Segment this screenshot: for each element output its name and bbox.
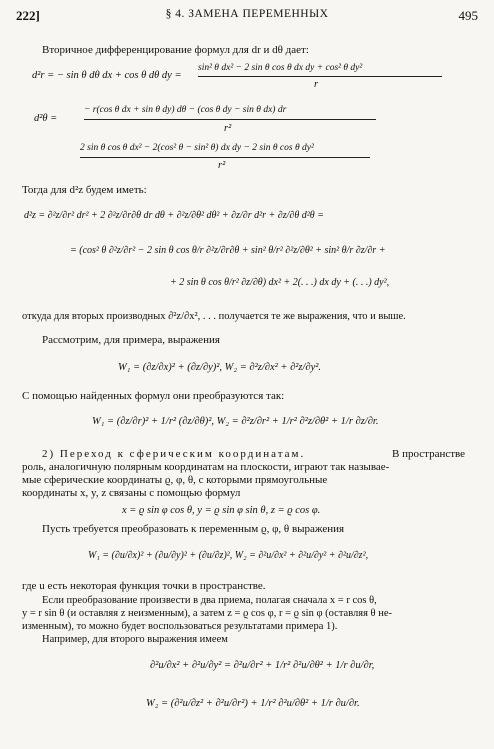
paragraph-heading: 2) Переход к сферическим координатам. <box>42 448 306 460</box>
equation: + 2 sin θ cos θ/r² ∂z/∂θ) dx² + 2(. . .) dx dy + (. . .) dy², <box>170 277 390 288</box>
equation-denominator: r² <box>224 123 232 134</box>
equation: W₂ = (∂²u/∂z² + ∂²u/∂r²) + 1/r² ∂²u/∂θ² + 1/r ∂u/∂r. <box>146 698 360 709</box>
fraction-bar <box>198 76 442 77</box>
section-title: § 4. ЗАМЕНА ПЕРЕМЕННЫХ <box>165 8 329 20</box>
paragraph: Если преобразование произвести в два приема, полагая сначала x = r cos θ, <box>42 595 377 606</box>
paragraph: где u есть некоторая функция точки в пространстве. <box>22 580 266 592</box>
equation-numerator: − r(cos θ dx + sin θ dy) dθ − (cos θ dy − sin θ dx) dr <box>84 105 287 115</box>
equation: W₁ = (∂u/∂x)² + (∂u/∂y)² + (∂u/∂z)², W₂ = ∂²u/∂x² + ∂²u/∂y² + ∂²u/∂z², <box>88 550 369 561</box>
page-header <box>16 8 478 26</box>
equation: W₁ = (∂z/∂x)² + (∂z/∂y)², W₂ = ∂²z/∂x² + ∂²z/∂y². <box>118 362 322 373</box>
equation: x = ϱ sin φ cos θ, y = ϱ sin φ sin θ, z = ϱ cos φ. <box>122 505 321 516</box>
page-number-right: 495 <box>458 8 478 23</box>
paragraph: Тогда для d²z будем иметь: <box>22 184 147 196</box>
paragraph: С помощью найденных формул они преобразуются так: <box>22 390 285 402</box>
paragraph: Пусть требуется преобразовать к переменным ϱ, φ, θ выражения <box>42 523 345 535</box>
paragraph: Например, для второго выражения имеем <box>42 634 228 645</box>
paragraph: В пространстве <box>392 448 466 460</box>
paragraph: Рассмотрим, для примера, выражения <box>42 334 220 346</box>
paragraph: откуда для вторых производных ∂²z/∂x², . . . получается те же выражения, что и выше. <box>22 311 406 322</box>
paragraph: роль, аналогичную полярным координатам на плоскости, играют так называе- <box>22 461 390 473</box>
equation-numerator: 2 sin θ cos θ dx² − 2(cos² θ − sin² θ) dx dy − 2 sin θ cos θ dy² <box>80 143 314 153</box>
equation: W₁ = (∂z/∂r)² + 1/r² (∂z/∂θ)², W₂ = ∂²z/∂r² + 1/r² ∂²z/∂θ² + 1/r ∂z/∂r. <box>92 416 379 427</box>
fraction-bar <box>80 157 370 158</box>
fraction-bar <box>84 119 376 120</box>
equation: d²z = ∂²z/∂r² dr² + 2 ∂²z/∂r∂θ dr dθ + ∂²z/∂θ² dθ² + ∂z/∂r d²r + ∂z/∂θ d²θ = <box>24 210 324 221</box>
equation: d²θ = <box>34 113 58 124</box>
paragraph: мые сферические координаты ϱ, φ, θ, с которыми прямоугольные <box>22 474 328 486</box>
equation-numerator: sin² θ dx² − 2 sin θ cos θ dx dy + cos² θ dy² <box>198 63 363 73</box>
paragraph: изменным), то можно будет воспользоваться результатами примера 1). <box>22 621 338 632</box>
page-number-left: 222] <box>16 8 40 23</box>
paragraph: y = r sin θ (и оставляя z неизменным), а затем z = ϱ cos φ, r = ϱ sin φ (оставляя θ не- <box>22 608 392 619</box>
equation: = (cos² θ ∂²z/∂r² − 2 sin θ cos θ/r ∂²z/∂r∂θ + sin² θ/r² ∂²z/∂θ² + sin² θ/r ∂z/∂r + <box>70 245 386 256</box>
equation: ∂²u/∂x² + ∂²u/∂y² = ∂²u/∂r² + 1/r² ∂²u/∂θ² + 1/r ∂u/∂r, <box>150 660 375 671</box>
equation-denominator: r² <box>218 160 226 171</box>
equation-denominator: r <box>314 79 319 90</box>
paragraph: координаты x, y, z связаны с помощью формул <box>22 487 241 499</box>
paragraph: Вторичное дифференцирование формул для dr и dθ дает: <box>42 44 309 56</box>
equation: d²r = − sin θ dθ dx + cos θ dθ dy = <box>32 70 182 81</box>
